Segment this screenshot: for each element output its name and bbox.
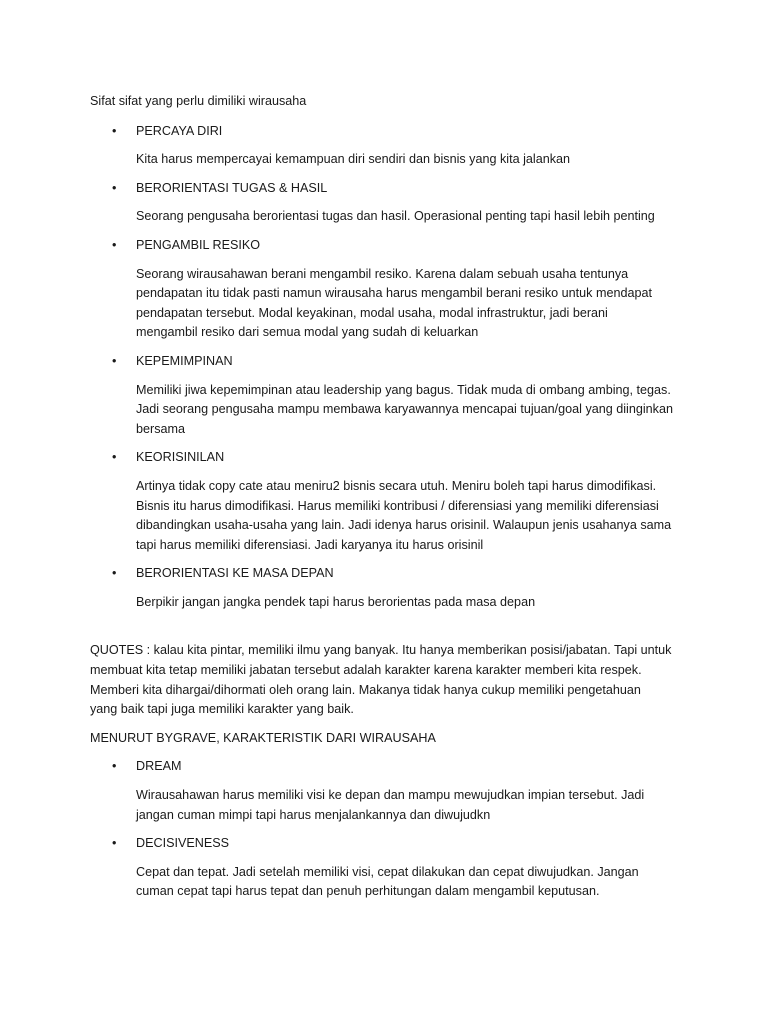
bygrave-label: DECISIVENESS	[136, 836, 230, 851]
intro-title: Sifat sifat yang perlu dimiliki wirausaha	[90, 94, 307, 108]
trait-item	[90, 122, 690, 170]
trait-label: KEORISINILAN	[136, 450, 225, 465]
trait-item	[90, 448, 690, 555]
trait-description: Seorang wirausahawan berani mengambil resiko. Karena dalam sebuah usaha tentunya pendapatan itu tidak pasti namun wirausaha harus mengambil berani resiko untuk mendapat pendapatan tersebut. Modal keyakinan, modal usaha, modal infrastruktur, jadi berani mengambil resiko dari semua modal yang sudah di keluarkan	[136, 266, 652, 340]
bullet-icon: •	[112, 353, 117, 368]
trait-description: Seorang pengusaha berorientasi tugas dan hasil. Operasional penting tapi hasil lebih penting	[136, 209, 655, 224]
trait-description: Kita harus mempercayai kemampuan diri sendiri dan bisnis yang kita jalankan	[136, 152, 571, 167]
trait-item	[90, 179, 690, 227]
quotes-paragraph: QUOTES : kalau kita pintar, memiliki ilmu yang banyak. Itu hanya memberikan posisi/jabatan. Tapi untuk membuat kita tetap memiliki jabatan tersebut adalah karakter karena karakter memberi kita respek. Memberi kita dihargai/dihormati oleh orang lain. Makanya tidak hanya cukup memiliki pengetahuan yang baik tapi juga memiliki karakter yang baik.	[90, 643, 672, 717]
bygrave-description: Cepat dan tepat. Jadi setelah memiliki visi, cepat dilakukan dan cepat diwujudkan. Jangan cuman cepat tapi harus tepat dan penuh perhitungan dalam mengambil keputusan.	[136, 864, 639, 899]
bygrave-description: Wirausahawan harus memiliki visi ke depan dan mampu mewujudkan impian tersebut. Jadi jangan cuman mimpi tapi harus menjalankannya dan diwujudkn	[136, 788, 645, 822]
trait-description: Memiliki jiwa kepemimpinan atau leadership yang bagus. Tidak muda di ombang ambing, tegas. Jadi seorang pengusaha mampu membawa karyawannya mencapai tujuan/goal yang diinginkan bersama	[136, 382, 673, 436]
bygrave-heading: MENURUT BYGRAVE, KARAKTERISTIK DARI WIRAUSAHA	[90, 730, 436, 745]
trait-label: KEPEMIMPINAN	[136, 353, 233, 368]
bullet-icon: •	[112, 180, 117, 195]
trait-description: Berpikir jangan jangka pendek tapi harus berorientas pada masa depan	[136, 594, 536, 609]
trait-description: Artinya tidak copy cate atau meniru2 bisnis secara utuh. Meniru boleh tapi harus dimodifikasi. Bisnis itu harus dimodifikasi. Harus memiliki kontribusi / diferensiasi yang memiliki diferensiasi dibandingkan usaha-usaha yang lain. Jadi idenya harus orisinil. Walaupun jenis usahanya sama tapi harus memiliki diferensiasi. Jadi karyanya itu harus orisinil	[136, 478, 672, 552]
bullet-icon: •	[112, 836, 117, 851]
trait-label: BERORIENTASI KE MASA DEPAN	[136, 566, 334, 581]
bygrave-label: DREAM	[136, 759, 182, 774]
trait-item	[90, 352, 690, 439]
trait-item	[90, 236, 690, 343]
bullet-icon: •	[112, 566, 117, 581]
bygrave-item	[90, 834, 690, 902]
document-content	[90, 92, 690, 902]
bygrave-item	[90, 757, 690, 825]
bullet-icon: •	[112, 450, 117, 465]
bullet-icon: •	[112, 237, 117, 252]
bullet-icon: •	[112, 123, 117, 138]
bullet-icon: •	[112, 759, 117, 774]
trait-label: PERCAYA DIRI	[136, 123, 223, 138]
trait-item	[90, 564, 690, 612]
trait-label: BERORIENTASI TUGAS & HASIL	[136, 180, 328, 195]
trait-label: PENGAMBIL RESIKO	[136, 237, 261, 252]
